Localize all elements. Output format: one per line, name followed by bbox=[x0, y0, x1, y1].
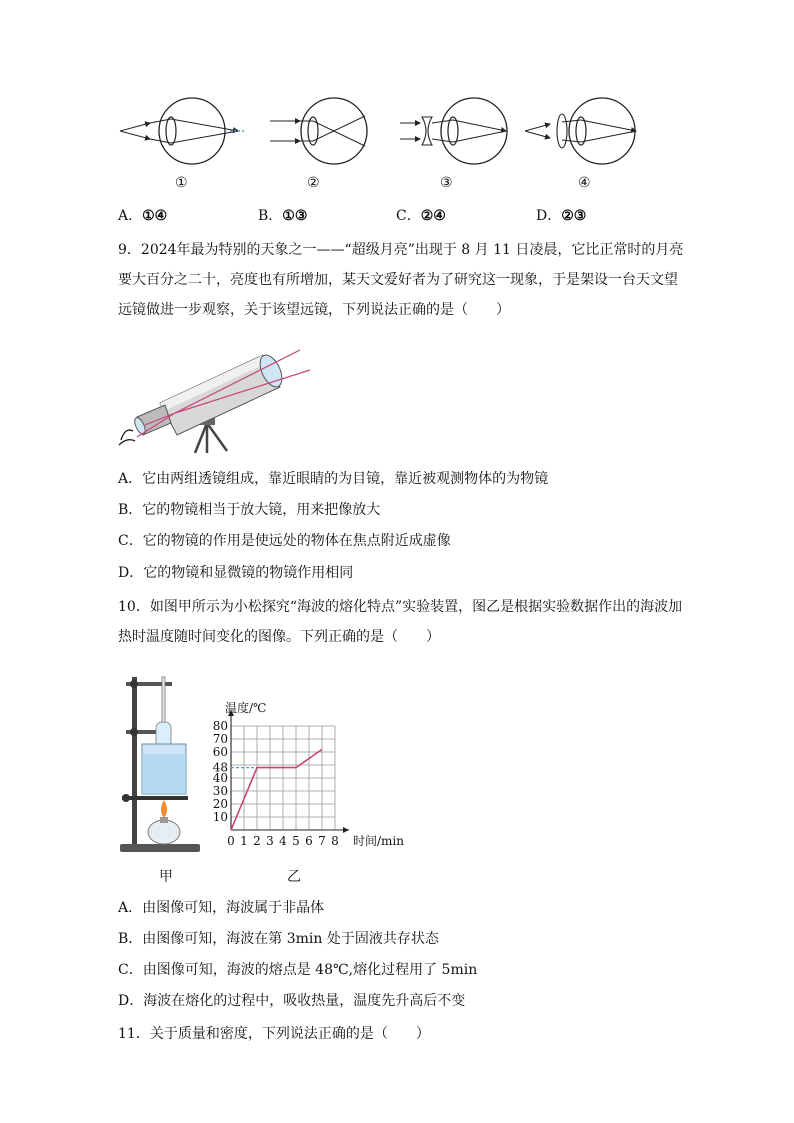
option-text: ②③ bbox=[561, 208, 587, 224]
x-tick-label: 1 bbox=[240, 834, 248, 848]
y-tick-label: 40 bbox=[212, 771, 228, 785]
q8-option-c[interactable] bbox=[396, 206, 446, 226]
x-tick-label: 2 bbox=[253, 834, 261, 848]
y-tick-label: 80 bbox=[212, 719, 228, 733]
q9-option-a[interactable]: A．它由两组透镜组成，靠近眼睛的为目镜，靠近被观测物体的为物镜 bbox=[118, 471, 549, 487]
option-text: ①④ bbox=[142, 208, 168, 224]
q9-option-c[interactable]: C．它的物镜的作用是使远处的物体在焦点附近成虚像 bbox=[118, 533, 451, 549]
q8-option-a[interactable] bbox=[118, 206, 167, 226]
figure-label-jia: 甲 bbox=[159, 869, 173, 885]
option-letter: B． bbox=[258, 208, 283, 224]
eye-diagram-4 bbox=[525, 98, 636, 164]
eye-label-1: ① bbox=[175, 175, 188, 191]
q10-option-b[interactable]: B．由图像可知，海波在第 3min 处于固液共存状态 bbox=[118, 931, 439, 947]
option-letter: C． bbox=[396, 208, 421, 224]
y-tick-label: 60 bbox=[212, 745, 228, 759]
q10-stem-line-1: 10．如图甲所示为小松探究“海波的熔化特点”实验装置，图乙是根据实验数据作出的海波加 bbox=[118, 599, 683, 615]
x-tick-label: 4 bbox=[279, 834, 287, 848]
figure-label-yi: 乙 bbox=[287, 869, 301, 885]
x-axis-label: 时间/min bbox=[353, 834, 404, 848]
option-text: ①③ bbox=[282, 208, 308, 224]
observer-eye-icon bbox=[119, 430, 135, 445]
x-axis-arrow bbox=[343, 827, 349, 833]
y-tick-label: 70 bbox=[212, 732, 228, 746]
eye-diagram-2 bbox=[270, 98, 367, 164]
q9-stem-line-3: 远镜做进一步观察，关于该望远镜，下列说法正确的是（ ） bbox=[118, 302, 510, 318]
y-axis-label: 温度/℃ bbox=[225, 701, 267, 715]
tripod bbox=[195, 423, 227, 453]
eye-label-4: ④ bbox=[578, 175, 591, 191]
eye-diagrams bbox=[110, 90, 670, 175]
x-tick-label: 7 bbox=[318, 834, 326, 848]
temperature-series-line bbox=[231, 749, 322, 830]
q10-stem-line-2: 热时温度随时间变化的图像。下列正确的是（ ） bbox=[118, 629, 440, 645]
eye-label-3: ③ bbox=[440, 175, 453, 191]
telescope-figure bbox=[115, 345, 315, 455]
y-tick-label: 20 bbox=[212, 797, 228, 811]
option-text: ②④ bbox=[420, 208, 446, 224]
x-tick-label: 3 bbox=[266, 834, 274, 848]
y-tick-label: 48 bbox=[212, 760, 228, 775]
option-letter: D． bbox=[536, 208, 562, 224]
q11-stem-line-1: 11．关于质量和密度，下列说法正确的是（ ） bbox=[118, 1026, 430, 1042]
y-tick-label: 10 bbox=[212, 810, 228, 824]
q9-option-d[interactable]: D．它的物镜和显微镜的物镜作用相同 bbox=[118, 565, 354, 581]
q9-stem-line-2: 要大百分之二十，亮度也有所增加，某天文爱好者为了研究这一现象，于是架设一台天文望 bbox=[118, 272, 678, 288]
q10-option-d[interactable]: D．海波在熔化的过程中，吸收热量，温度先升高后不变 bbox=[118, 993, 466, 1009]
eye-diagram-1 bbox=[120, 98, 244, 164]
x-tick-label: 8 bbox=[331, 834, 339, 848]
q9-stem-line-1: 9．2024年最为特别的天象之一——“超级月亮”出现于 8 月 11 日凌晨，它比正常时的月亮 bbox=[118, 242, 684, 258]
q8-option-d[interactable] bbox=[536, 206, 586, 226]
apparatus-figure bbox=[118, 672, 203, 857]
q8-option-b[interactable] bbox=[258, 206, 307, 226]
x-tick-label: 6 bbox=[305, 834, 313, 848]
eye-label-2: ② bbox=[307, 175, 320, 191]
y-tick-label: 30 bbox=[212, 784, 228, 798]
q10-option-c[interactable]: C．由图像可知，海波的熔点是 48℃,熔化过程用了 5min bbox=[118, 962, 478, 978]
x-tick-label: 5 bbox=[292, 834, 300, 848]
temperature-chart bbox=[200, 698, 410, 858]
q9-option-b[interactable]: B．它的物镜相当于放大镜，用来把像放大 bbox=[118, 502, 381, 518]
x-tick-label: 0 bbox=[227, 834, 235, 848]
option-letter: A． bbox=[118, 208, 143, 224]
q10-option-a[interactable]: A．由图像可知，海波属于非晶体 bbox=[118, 900, 325, 916]
eye-diagram-3 bbox=[400, 98, 507, 164]
